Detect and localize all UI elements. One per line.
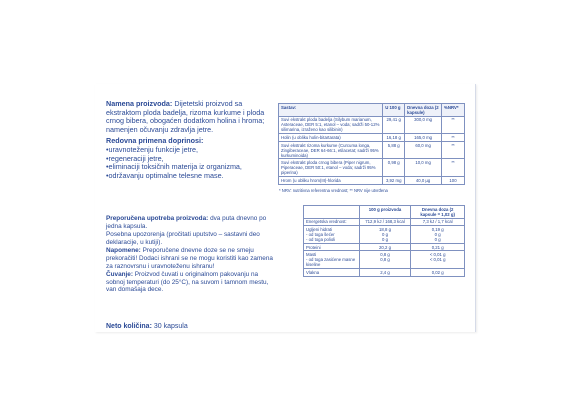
table-row xyxy=(279,141,465,159)
storage-text: Proizvod čuvati u originalnom pakovanju na sobnoj temperaturi (do 25°C), na suvom i tamnom mestu, van domašaja dece. xyxy=(106,271,269,294)
notes-label: Napomene: xyxy=(106,247,141,255)
ingredient-nrv: ** xyxy=(442,141,465,159)
ingredients-table xyxy=(278,103,465,185)
ingredient-daily: 165,0 mg xyxy=(405,134,442,142)
ingredient-daily: 10,0 mg xyxy=(405,159,442,177)
ingredient-name: Hrom (u obliku hrom(III)-hlorida xyxy=(279,176,383,184)
nutrient-daily: 7,3 kJ / 1,7 kcal xyxy=(411,218,465,226)
ingredient-nrv: ** xyxy=(442,159,465,177)
ingredient-nrv: ** xyxy=(442,134,465,142)
header-cell: 100 g proizvoda xyxy=(359,206,411,219)
notes-paragraph xyxy=(106,247,276,270)
ingredients-header-row xyxy=(279,104,465,117)
nutrient-per100: 0,8 g 0,8 g xyxy=(359,251,411,269)
ingredient-daily: 40,0 µg xyxy=(405,176,442,184)
notes-text: Preporučene dnevne doze se ne smeju prekoračiti! Dodaci ishrani se ne mogu koristiti kao zamena za raznovrsnu i uravnoteženu ishranu! xyxy=(106,247,273,270)
ingredient-daily: 300,0 mg xyxy=(405,116,442,134)
table-row xyxy=(304,226,465,244)
ingredient-name: Suvi ekstrakt ploda crnog bibera (Piper nigrum, Piperaceae, DER 50:1, etanol – voda; sadrži 95% piperina) xyxy=(279,159,383,177)
ingredient-name: Suvi ekstrakt rizoma kurkume (Curcuma longa, Zingiberaceae, DER 64-66:1, etilacetat; sadrži 95% kurkuminoida) xyxy=(279,141,383,159)
ingredient-name: Suvi ekstrakt ploda badelja (Silybum marianum, Asteraceae, DER 5:1, etanol – voda; sadrži 50-12% silimarina, izraženo kao silibinin) xyxy=(279,116,383,134)
usage-label: Preporučena upotreba proizvoda: xyxy=(106,215,209,222)
header-cell: U 100 g xyxy=(383,104,405,117)
nutrient-per100: 18,8 g 0 g 0 g xyxy=(359,226,411,244)
benefit-item: •uravnoteženju funkcije jetre, xyxy=(106,144,199,154)
table-row xyxy=(279,176,465,184)
table-row xyxy=(304,251,465,269)
storage-paragraph xyxy=(106,271,276,294)
nutrient-name: Ugljeni hidrati - od toga šećer - od toga polioli xyxy=(304,226,360,244)
ingredient-nrv: ** xyxy=(442,116,465,134)
purpose-paragraph xyxy=(106,100,272,134)
nrv-footnote: * NRV: nutritivna referentna vrednost; ** NRV nije utvrđena xyxy=(279,188,388,193)
net-quantity xyxy=(106,323,188,332)
header-cell: Sastav: xyxy=(279,104,383,117)
nutrient-daily: 0,19 g 0 g 0 g xyxy=(411,226,465,244)
purpose-label: Namena proizvoda: xyxy=(106,99,173,108)
nutrient-daily: < 0,01 g < 0,01 g xyxy=(411,251,465,269)
header-cell: %NRV* xyxy=(442,104,465,117)
table-row xyxy=(279,116,465,134)
net-label: Neto količina: xyxy=(106,323,152,330)
warnings-text: Posebna upozorenja (pročitati uputstvo – sastavni deo deklaracije, u kutiji). xyxy=(106,231,260,246)
header-cell: Dnevna doza (2 kapsule = 1,02 g) xyxy=(411,206,465,219)
nutrient-per100: 712,9 kJ / 168,3 kcal xyxy=(359,218,411,226)
nutrition-header-row xyxy=(304,206,465,219)
nutrient-daily: 0,02 g xyxy=(411,268,465,276)
usage-paragraph xyxy=(106,215,276,230)
table-row xyxy=(304,268,465,276)
purpose-text: Dijetetski proizvod sa ekstraktom ploda badelja, rizoma kurkume i ploda crnog bibera, obogaćen dodatkom holina i hroma; namenjen očuvanju zdravlja jetre. xyxy=(106,99,265,134)
storage-label: Čuvanje: xyxy=(106,271,133,279)
table-row xyxy=(304,243,465,251)
ingredient-name: Holin (u obliku holin-bitartarata) xyxy=(279,134,383,142)
nutrient-name: Proteini xyxy=(304,243,360,251)
table-row xyxy=(279,159,465,177)
benefit-item: •eliminaciji toksičnih materija iz organizma, xyxy=(106,162,242,172)
benefits-title: Redovna primena doprinosi: xyxy=(106,136,204,146)
ingredient-per100: 0,98 g xyxy=(383,159,405,177)
ingredient-daily: 60,0 mg xyxy=(405,141,442,159)
nutrient-per100: 2,4 g xyxy=(359,268,411,276)
usage-column xyxy=(106,215,276,295)
nutrition-table xyxy=(303,205,465,277)
nutrient-per100: 20,2 g xyxy=(359,243,411,251)
benefit-item: •održavanju optimalne telesne mase. xyxy=(106,170,224,180)
ingredient-per100: 16,18 g xyxy=(383,134,405,142)
nutrient-name: Masti - od toga zasićene masne kiseline xyxy=(304,251,360,269)
left-column xyxy=(106,100,272,180)
table-row xyxy=(304,218,465,226)
net-value: 30 kapsula xyxy=(153,323,188,330)
benefit-item: •regeneraciji jetre, xyxy=(106,153,164,163)
usage-text: dva puta dnevno po jedna kapsula. xyxy=(106,215,267,230)
nutrient-name: Energetska vrednost: xyxy=(304,218,360,226)
nutrient-daily: 0,21 g xyxy=(411,243,465,251)
benefits-list xyxy=(106,146,272,180)
table-row xyxy=(279,134,465,142)
nutrient-name: Vlakna xyxy=(304,268,360,276)
header-cell xyxy=(304,206,360,219)
ingredient-per100: 5,88 g xyxy=(383,141,405,159)
header-cell: Dnevna doza (2 kapsule) xyxy=(405,104,442,117)
ingredient-per100: 29,41 g xyxy=(383,116,405,134)
ingredient-nrv: 100 xyxy=(442,176,465,184)
ingredient-per100: 3,92 mg xyxy=(383,176,405,184)
